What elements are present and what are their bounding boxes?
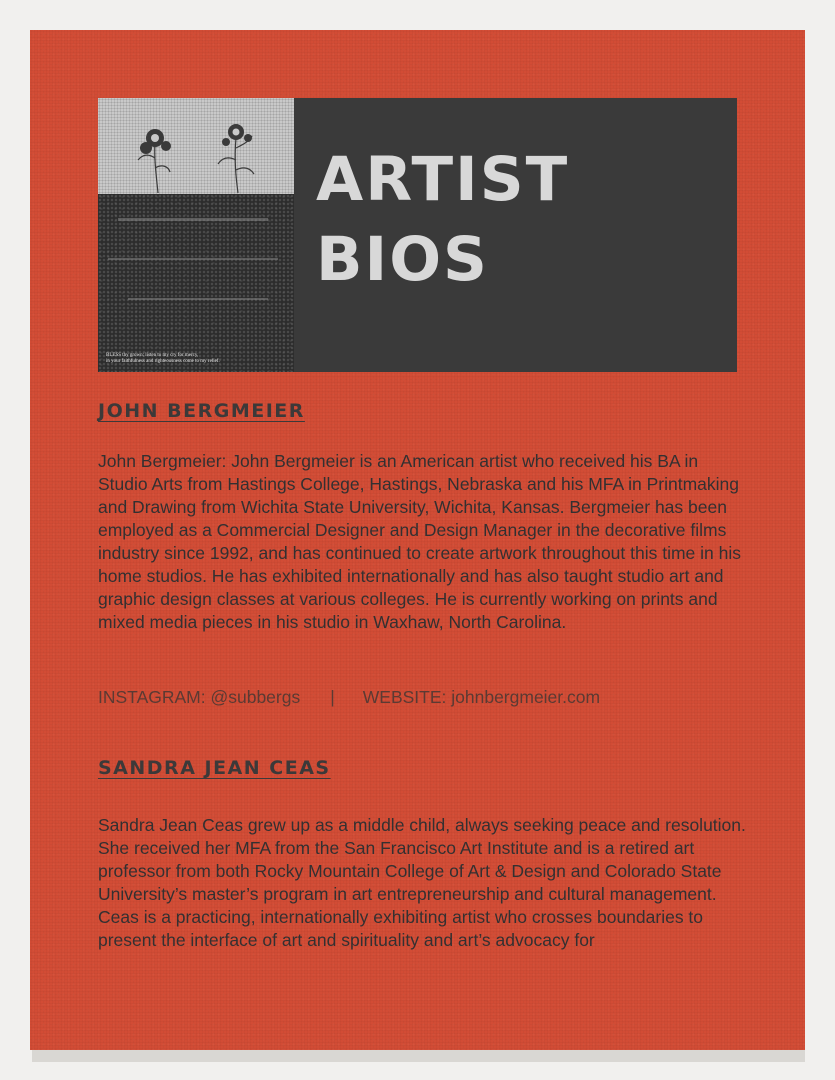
artist-name-heading: SANDRA JEAN CEAS [98, 757, 331, 779]
artist-bio-paragraph: Sandra Jean Ceas grew up as a middle child, always seeking peace and resolution. She received her MFA from the San Francisco Art Institute and is a retired art professor from both Rocky Mountain College of Art & Design and Colorado State University’s master’s program in art entrepreneurship and cultural management. Ceas is a practicing, internationally exhibiting artist who crosses boundaries to present the interface of art and spirituality and art’s advocacy for [98, 815, 746, 950]
hero-caption [106, 353, 286, 365]
flower-illustration [98, 98, 294, 372]
botanical-print-image [98, 98, 294, 372]
hero-banner [98, 98, 737, 372]
link-separator: | [330, 687, 335, 707]
website-link[interactable]: WEBSITE: johnbergmeier.com [362, 687, 601, 707]
title-line-1: ARTIST [316, 144, 570, 215]
artist-name-heading: JOHN BERGMEIER [98, 400, 305, 422]
artist-links [98, 687, 600, 708]
page-shadow [32, 1050, 805, 1062]
document-page [30, 30, 805, 1050]
instagram-link[interactable]: INSTAGRAM: @subbergs [98, 687, 301, 707]
page-title [316, 140, 569, 300]
artist-bio-paragraph: John Bergmeier: John Bergmeier is an American artist who received his BA in Studio Arts from Hastings College, Hastings, Nebraska and his MFA in Printmaking and Drawing from Wichita State University, Wichita, Kansas. Bergmeier has been employed as a Commercial Designer and Design Manager in the decorative films industry since 1992, and has continued to create artwork throughout this time in his home studios. He has exhibited internationally and has also taught studio art and graphic design classes at various colleges. He is currently working on prints and mixed media pieces in his studio in Waxhaw, North Carolina. [98, 451, 742, 632]
caption-line: in your faithfulness and righteousness come to my relief. [106, 359, 220, 364]
caption-line: BLESS thy grown; listen to my cry for mercy, [106, 353, 199, 358]
title-line-2: BIOS [316, 224, 489, 295]
